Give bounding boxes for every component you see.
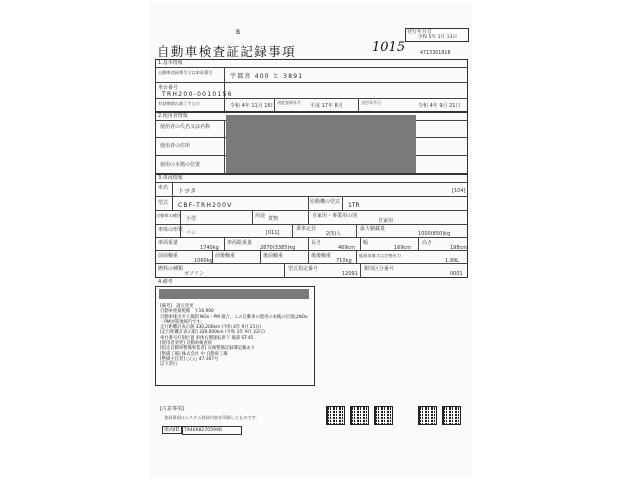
maker-code: [104] [452,188,466,194]
first-registration-label: 初度登録年月 [277,100,301,105]
vehicle-class-value: 小型 [186,216,197,222]
height-value: 198cm [450,245,468,251]
use-value: 貨物 [268,216,279,222]
capacity-value: 2(5)人 [326,231,342,237]
rear-front-axle-label: 後前軸重 [263,253,284,259]
remarks-line: [走行距離計表示値] 329,000km (令和 3年 9月 22日) [160,330,265,336]
fuel-type-value: ガソリン [184,271,205,277]
vehicle-id-value: T94668270599R [184,428,223,433]
rear-rear-axle-value: 710kg [336,258,352,264]
qr-code-5 [442,406,461,425]
b-mark: B [236,29,241,36]
section-remarks-heading: 4.備考 [158,279,173,285]
remarks-line: [整備主任者] ○○○ 47-307号 [160,356,219,362]
qr-code-3 [374,406,393,425]
remarks-line: ・PM対策地域内です。 [160,319,205,325]
model-value: CBF-TRH200V [178,202,233,209]
gross-weight-label: 車両総重量 [227,240,253,246]
body-shape-value: バン [186,230,197,236]
gross-weight-value: 2870(3385)kg [260,245,296,251]
chassis-number-label: 車台番号 [158,85,179,91]
qr-code-4 [418,406,437,425]
body-shape-label: 車体の形状 [158,227,184,233]
maker-label: 車名 [158,185,169,191]
first-registration-value: 平成 17年 8月 [310,103,343,109]
length-value: 469cm [338,245,356,251]
vehicle-class-label: 自動車の種別 [156,213,182,218]
vehicle-weight-label: 車両重量 [158,240,179,246]
vehicle-weight-value: 1740kg [200,245,219,251]
front-front-axle-value: 1060kg [194,258,213,264]
engine-type-label: 原動機の型式 [310,199,341,205]
width-value: 169cm [394,245,412,251]
remarks-line: 自動車重量税額 ￥16,900 [160,309,214,315]
remarks-line: 走行距離計表示値 330,200km (令和 4年 9月 21日) [160,325,262,331]
redacted-user-info [226,115,416,173]
type-designation-label: 型式指定番号 [288,266,319,272]
notice-heading: [注意事項] [160,406,184,412]
height-label: 高さ [422,240,433,246]
issue-date-value: 令和 5年 1月 13日 [418,35,458,40]
page-title: 自動車検査証記録事項 [157,44,297,59]
remarks-line: [使用者変更] 自動車検査員 [160,341,212,347]
front-rear-axle-label: 前後軸重 [215,253,236,259]
body-shape-code: [011] [266,230,280,236]
remarks-line: [備考] 諸元変更 [160,304,194,309]
capacity-label: 乗車定員 [296,226,317,232]
redacted-remarks-line [159,289,309,299]
expiry-label: 有効期間の満了する日 [158,101,200,106]
expiry-value: 令和 4年 11月 16日 [230,103,276,109]
issue-date-info-value: 令和 4年 9月 21日 [418,103,461,109]
width-label: 幅 [363,240,369,246]
qr-code-2 [350,406,369,425]
section-user-heading: 2.使用者情報 [158,113,188,119]
remarks-text [160,304,308,368]
max-load-value: 1000(850)kg [418,231,451,237]
maker-value: トヨタ [178,188,197,195]
engine-type-value: 1TR [348,202,360,209]
max-load-label: 最大積載量 [360,226,386,232]
user-address-label: 使用者の住所 [160,143,191,149]
remarks-line: 自動車排出ガス規制 NOx・PM 適合。この自動車の使用の本拠の位置はNOx [160,314,308,320]
qr-code-1 [326,406,345,425]
category-number-value: 0001 [450,271,463,277]
fuel-type-label: 燃料の種類 [158,266,184,272]
front-front-axle-label: 前前軸重 [158,253,179,259]
user-name-label: 使用者の氏名又は名称 [160,124,211,130]
remarks-line: [指定自動車整備事業者] 点検整備記録簿記載あり [160,346,255,352]
usage-base-label: 使用の本拠の位置 [160,162,201,168]
reg-number-value: 宇都宮 400 と 3891 [230,73,304,80]
remarks-line: 以下余白 [160,362,178,368]
chassis-number-value: TRH200-0010156 [162,91,233,98]
vehicle-id-label: 車両ID [164,427,180,433]
type-designation-value: 12091 [342,271,358,277]
inspection-certificate-page [150,2,472,478]
displacement-value: 1.99L [445,258,459,264]
displacement-label: 総排気量又は定格出力 [359,253,401,258]
section-vehicle-heading: 3.車両情報 [158,175,183,181]
use-label: 用途 [255,213,266,219]
section-basic-heading: 1.基本情報 [158,60,183,66]
issue-date-label: 発行年月日 [407,29,433,35]
private-business-label: 自家用・事業用の別 [312,213,358,219]
issue-date-info-label: 交付年月日 [361,100,381,105]
remarks-line: [整備工場] 株式会社 中 自動車工場 [160,351,228,357]
reg-number-label: 自動車登録番号又は車両番号 [158,70,213,75]
remarks-line: 車台番号打刻位置 車体右側運転席下 後部 ST-45 [160,335,254,341]
category-number-label: 類別区分番号 [364,266,395,272]
document-number: 4713301918 [420,51,451,56]
notice-text: 登録事項はシステム登録内容を印刷したものです。 [164,415,260,420]
handwritten-number: 1015 [372,40,406,55]
length-label: 長さ [311,240,322,246]
rear-rear-axle-label: 後後軸重 [311,253,332,259]
private-business-value: 自家用 [378,218,394,224]
model-label: 型式 [158,200,169,206]
